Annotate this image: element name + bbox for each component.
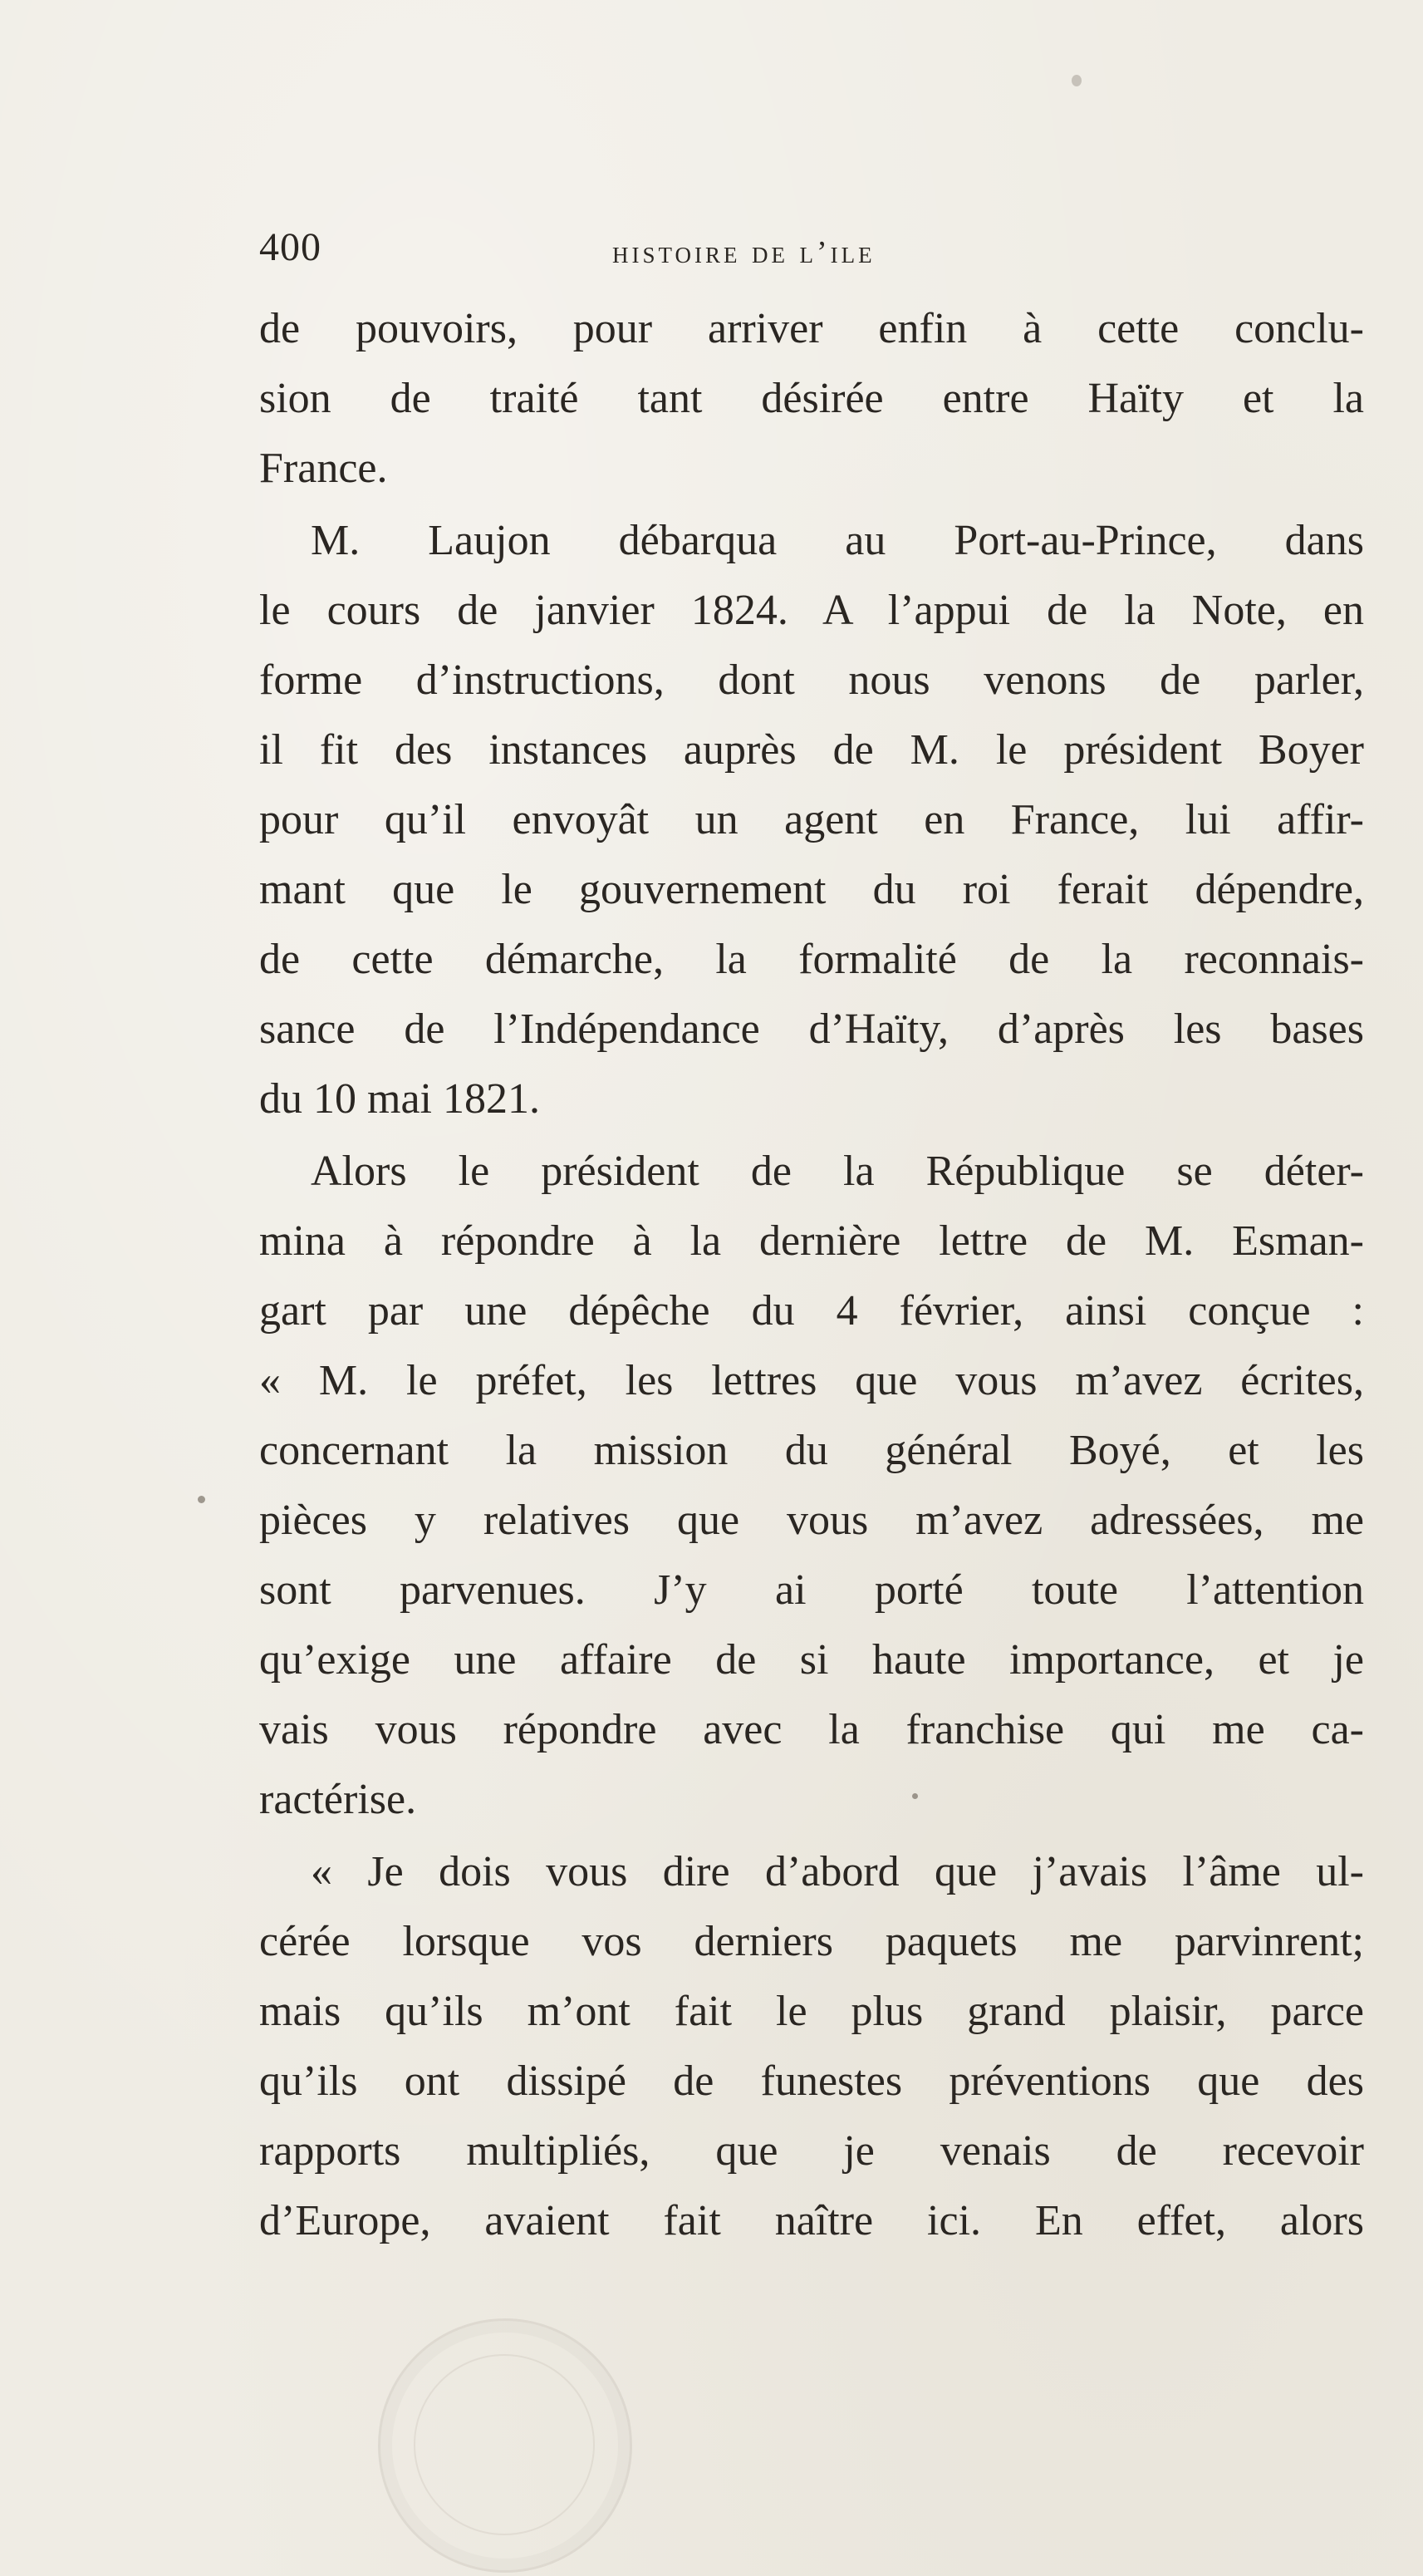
text-line: M. Laujon débarqua au Port-au-Prince, dans xyxy=(311,517,1364,564)
page-header xyxy=(259,223,1364,273)
text-line: vais vous répondre avec la franchise qui me ca- xyxy=(259,1706,1364,1753)
library-stamp-inner-ring xyxy=(414,2354,595,2535)
ink-speck xyxy=(912,1793,918,1799)
text-line: sont parvenues. J’y ai porté toute l’attention xyxy=(259,1566,1364,1614)
text-line: sance de l’Indépendance d’Haïty, d’après les bases xyxy=(259,1005,1364,1053)
page-number: 400 xyxy=(259,225,321,269)
text-line: rapports multipliés, que je venais de recevoir xyxy=(259,2127,1364,2175)
text-line: sion de traité tant désirée entre Haïty et la xyxy=(259,375,1364,422)
text-line: forme d’instructions, dont nous venons de parler, xyxy=(259,656,1364,704)
text-line: « M. le préfet, les lettres que vous m’avez écrites, xyxy=(259,1357,1364,1404)
text-line: de cette démarche, la formalité de la reconnais- xyxy=(259,936,1364,983)
text-line: France. xyxy=(259,445,388,492)
text-line: du 10 mai 1821. xyxy=(259,1075,540,1123)
text-line: mais qu’ils m’ont fait le plus grand plaisir, parce xyxy=(259,1988,1364,2035)
text-line: concernant la mission du général Boyé, et les xyxy=(259,1427,1364,1474)
text-line: le cours de janvier 1824. A l’appui de la Note, en xyxy=(259,587,1364,634)
text-line: pièces y relatives que vous m’avez adressées, me xyxy=(259,1497,1364,1544)
text-line: Alors le président de la République se déter- xyxy=(311,1148,1364,1195)
running-head: histoire de l’ile xyxy=(612,235,876,270)
text-line: gart par une dépêche du 4 février, ainsi conçue : xyxy=(259,1287,1364,1335)
text-line: de pouvoirs, pour arriver enfin à cette conclu- xyxy=(259,305,1364,352)
library-stamp xyxy=(378,2318,632,2573)
text-line: mina à répondre à la dernière lettre de M. Esman- xyxy=(259,1217,1364,1265)
ink-speck xyxy=(198,1496,205,1503)
text-line: mant que le gouvernement du roi ferait dépendre, xyxy=(259,866,1364,913)
text-line: qu’ils ont dissipé de funestes préventions que des xyxy=(259,2057,1364,2105)
text-line: d’Europe, avaient fait naître ici. En effet, alors xyxy=(259,2197,1364,2244)
ink-speck xyxy=(1072,75,1082,86)
text-line: pour qu’il envoyât un agent en France, lui affir- xyxy=(259,796,1364,843)
text-line: il fit des instances auprès de M. le président Boyer xyxy=(259,726,1364,774)
text-line: ractérise. xyxy=(259,1776,417,1823)
body-text xyxy=(259,294,1364,2256)
text-line: qu’exige une affaire de si haute importance, et je xyxy=(259,1636,1364,1684)
text-line: « Je dois vous dire d’abord que j’avais l’âme ul- xyxy=(311,1848,1364,1895)
text-line: cérée lorsque vos derniers paquets me parvinrent; xyxy=(259,1918,1364,1965)
